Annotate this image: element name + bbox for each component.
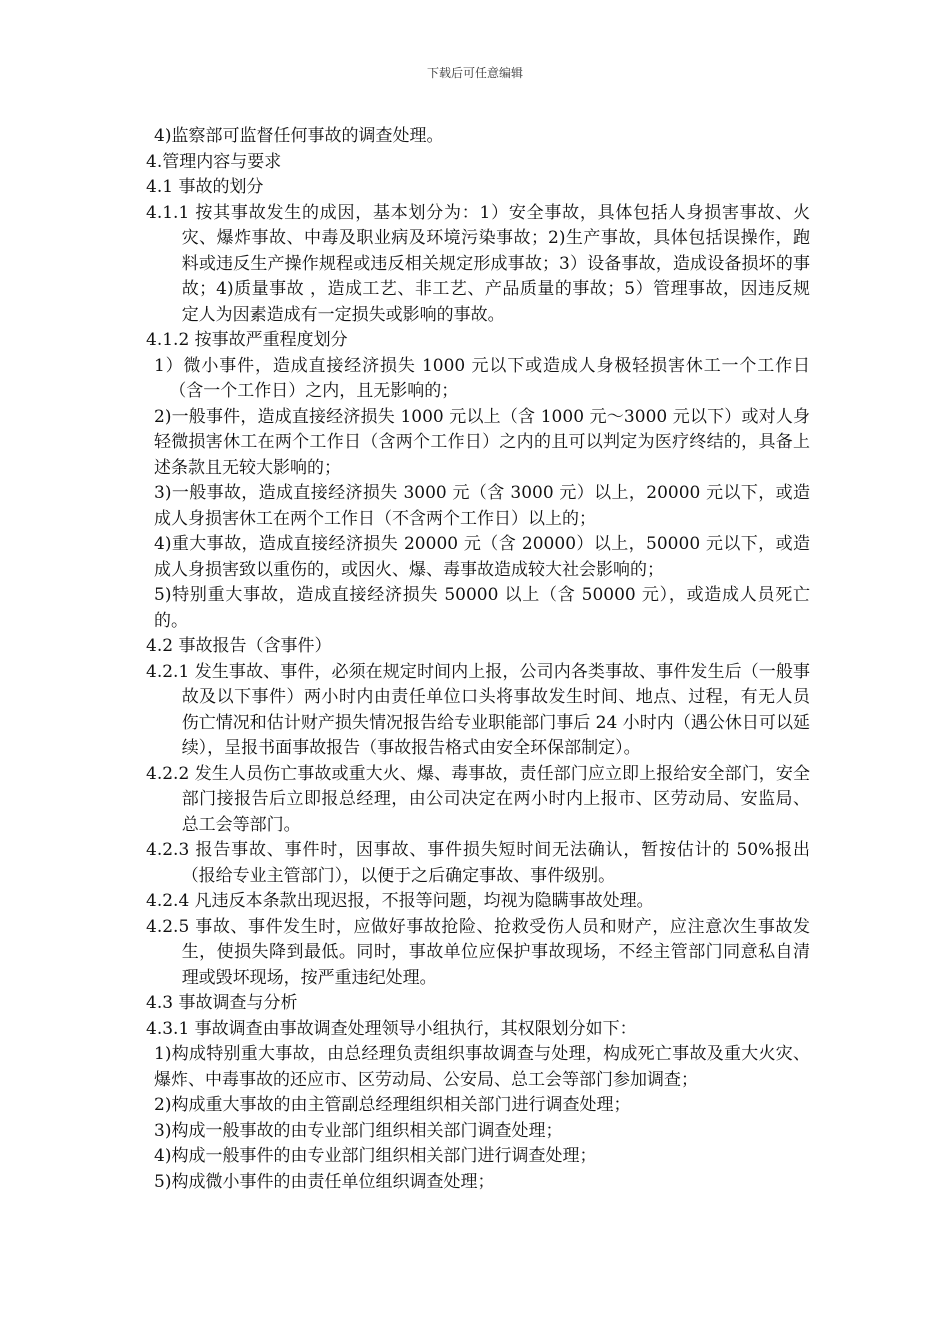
paragraph: 4.2.3 报告事故、事件时，因事故、事件损失短时间无法确认，暂按估计的 50%报出（报给专业主管部门），以便于之后确定事故、事件级别。 — [146, 840, 810, 886]
paragraph: 2)构成重大事故的由主管副总经理组织相关部门进行调查处理； — [154, 1095, 631, 1115]
paragraph: 5)特别重大事故，造成直接经济损失 50000 以上（含 50000 元），或造成人员死亡的。 — [154, 585, 810, 631]
paragraph: 1）微小事件，造成直接经济损失 1000 元以下或造成人身极轻损害休工一个工作日（含一个工作日）之内，且无影响的； — [154, 355, 810, 401]
section-heading: 4.管理内容与要求 — [146, 151, 282, 172]
paragraph: 4.1.1 按其事故发生的成因，基本划分为：1）安全事故，具体包括人身损害事故、火灾、爆炸事故、中毒及职业病及环境污染事故；2)生产事故，具体包括误操作，跑料或违反生产操作规程或违反相关规定形成事故；3）设备事故，造成设备损坏的事故；4)质量事故 ，造成工艺、非工艺、产品质量的事故；5）管理事故，因违反规定人为因素造成有一定损失或影响的事故。 — [146, 202, 810, 325]
paragraph: 3)构成一般事故的由专业部门组织相关部门调查处理； — [154, 1120, 563, 1141]
paragraph: 4.2.5 事故、事件发生时，应做好事故抢险、抢救受伤人员和财产，应注意次生事故发生，使损失降到最低。同时，事故单位应保护事故现场，不经主管部门同意私自清理或毁坏现场，按严重违纪处理。 — [146, 916, 810, 988]
paragraph: 4)重大事故，造成直接经济损失 20000 元（含 20000）以上，50000 元以下，或造成人身损害致以重伤的，或因火、爆、毒事故造成较大社会影响的； — [154, 534, 810, 580]
section-heading: 4.2 事故报告（含事件） — [146, 636, 332, 656]
section-heading: 4.1 事故的划分 — [146, 177, 264, 197]
paragraph: 4.2.4 凡违反本条款出现迟报，不报等问题，均视为隐瞒事故处理。 — [146, 891, 654, 911]
page-header: 下载后可任意编辑 — [426, 66, 523, 80]
section-heading: 4.3 事故调查与分析 — [146, 993, 298, 1013]
paragraph: 4)构成一般事件的由专业部门组织相关部门进行调查处理； — [154, 1146, 597, 1166]
paragraph: 2)一般事件，造成直接经济损失 1000 元以上（含 1000 元～3000 元以下）或对人身轻微损害休工在两个工作日（含两个工作日）之内的且可以判定为医疗终结的，具备上述条款且无较大影响的； — [154, 406, 810, 478]
section-heading: 4.1.2 按事故严重程度划分 — [146, 330, 348, 350]
document-body — [146, 124, 810, 1195]
paragraph: 5)构成微小事件的由责任单位组织调查处理； — [154, 1171, 495, 1192]
paragraph: 1)构成特别重大事故，由总经理负责组织事故调查与处理，构成死亡事故及重大火灾、爆炸、中毒事故的还应市、区劳动局、公安局、总工会等部门参加调查； — [154, 1044, 810, 1090]
paragraph: 3)一般事故，造成直接经济损失 3000 元（含 3000 元）以上，20000 元以下，或造成人身损害休工在两个工作日（不含两个工作日）以上的； — [154, 483, 810, 529]
paragraph: 4.2.2 发生人员伤亡事故或重大火、爆、毒事故，责任部门应立即上报给安全部门，安全部门接报告后立即报总经理，由公司决定在两小时内上报市、区劳动局、安监局、总工会等部门。 — [146, 763, 810, 835]
paragraph: 4.2.1 发生事故、事件，必须在规定时间内上报，公司内各类事故、事件发生后（一般事故及以下事件）两小时内由责任单位口头将事故发生时间、地点、过程，有无人员伤亡情况和估计财产损失情况报告给专业职能部门事后 24 小时内（遇公休日可以延续），呈报书面事故报告（事故报告格式由安全环保部制定）。 — [146, 661, 810, 758]
paragraph: 4.3.1 事故调查由事故调查处理领导小组执行，其权限划分如下： — [146, 1018, 637, 1039]
paragraph: 4)监察部可监督任何事故的调查处理。 — [154, 126, 444, 146]
